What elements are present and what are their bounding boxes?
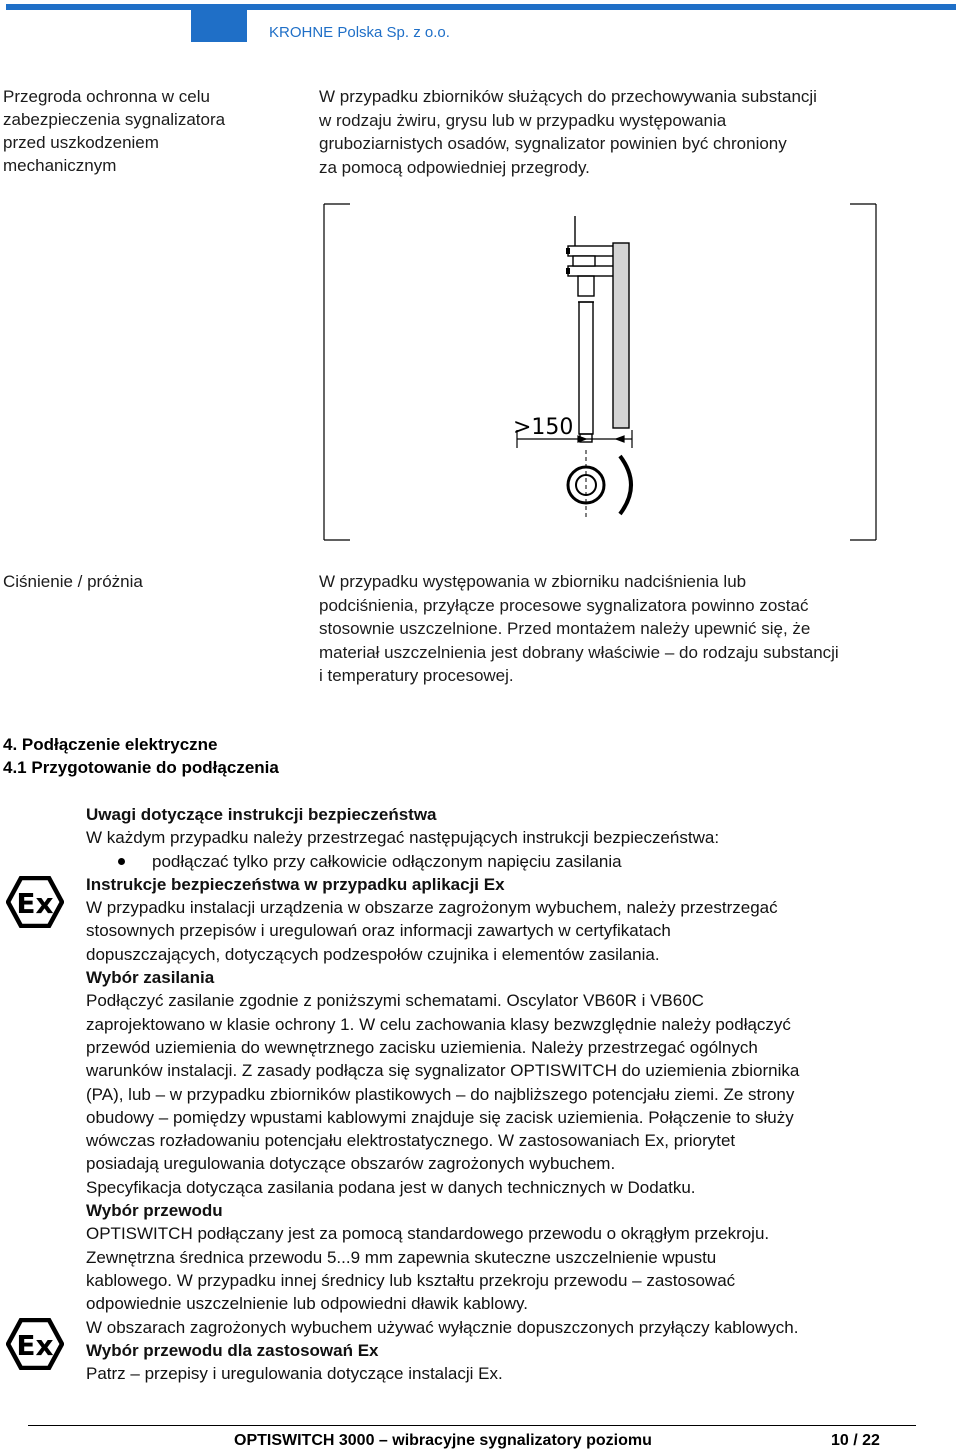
barrier-label: Przegroda ochronna w celu zabezpieczenia sygnalizatora przed uszkodzeniem mechanicznym: [3, 87, 226, 175]
svg-text:Ex: Ex: [16, 1329, 54, 1362]
ex-title: Instrukcje bezpieczeństwa w przypadku aplikacji Ex: [86, 874, 505, 894]
probe-section: [568, 456, 631, 514]
barrier-text: W przypadku zbiorników służących do przechowywania substancji w rodzaju żwiru, grysu lub w przypadku występowania gruboziarnistych osadów, sygnalizator powinien być chroniony za pomocą odpowiedniej przegrody.: [319, 87, 817, 177]
power-line: wówczas rozładowaniu potencjału elektrostatycznego. W zastosowaniach Ex, priorytet: [86, 1131, 736, 1151]
ex-hazard-icon: [6, 1318, 64, 1370]
header-company: KROHNE Polska Sp. z o.o.: [269, 24, 450, 41]
heading-electrical-connection: 4. Podłączenie elektryczne: [3, 735, 218, 754]
power-line: Podłączyć zasilanie zgodnie z poniższymi schematami. Oscylator VB60R i VB60C: [86, 991, 704, 1011]
barrier-plate: [613, 243, 629, 428]
safety-title: Uwagi dotyczące instrukcji bezpieczeństwa: [86, 805, 437, 824]
ex-line: stosownych przepisów i uregulowań oraz informacji zawartych w certyfikatach: [86, 921, 671, 941]
cable-line: odpowiednie uszczelnienie lub odpowiedni dławik kablowy.: [86, 1294, 528, 1314]
cable-title: Wybór przewodu: [86, 1201, 223, 1221]
power-line: warunków instalacji. Z zasady podłącza się sygnalizator OPTISWITCH do uziemienia zbiornika: [86, 1061, 800, 1081]
power-line: Specyfikacja dotycząca zasilania podana jest w danych technicznych w Dodatku.: [86, 1177, 696, 1197]
footer-title: OPTISWITCH 3000 – wibracyjne sygnalizatory poziomu: [234, 1432, 652, 1449]
svg-text:Ex: Ex: [16, 887, 54, 920]
power-line: zaprojektowano w klasie ochrony 1. W celu zachowania klasy bezwzględnie należy podłączyć: [86, 1014, 791, 1034]
cable-ex-title: Wybór przewodu dla zastosowań Ex: [86, 1340, 379, 1360]
ex-line: W przypadku instalacji urządzenia w obszarze zagrożonym wybuchem, należy przestrzegać: [86, 898, 778, 918]
power-line: posiadają uregulowania dotyczące obszarów zagrożonych wybuchem.: [86, 1154, 616, 1174]
safety-bullet: podłączać tylko przy całkowicie odłączonym napięciu zasilania: [86, 850, 946, 873]
power-line: przewód uziemienia do wewnętrznego zacisku uziemienia. Należy przestrzegać ogólnych: [86, 1037, 758, 1057]
cable-line: W obszarach zagrożonych wybuchem używać wyłącznie dopuszczonych przyłączy kablowych.: [86, 1317, 799, 1337]
ex-line: dopuszczających, dotyczących podzespołów czujnika i elementów zasilania.: [86, 944, 660, 964]
bolts: [566, 248, 570, 274]
dimension-label: >150: [513, 415, 574, 440]
safety-content: [86, 803, 946, 1385]
power-line: (PA), lub – w przypadku zbiorników plastikowych – do najbliższego potencjału ziemi. Ze strony: [86, 1084, 795, 1104]
ex-hazard-icon: [6, 876, 64, 928]
heading-preparation: 4.1 Przygotowanie do podłączenia: [3, 758, 279, 777]
barrier-figure: [320, 198, 880, 544]
cable-line: Zewnętrzna średnica przewodu 5...9 mm zapewnia skuteczne uszczelnienie wpustu: [86, 1247, 717, 1267]
footer-page-number: 10 / 22: [831, 1432, 880, 1449]
power-line: obudowy – pomiędzy wpustami kablowymi znajduje się zacisk uziemienia. Połączenie to służy: [86, 1107, 794, 1127]
pressure-label: Ciśnienie / próżnia: [3, 572, 143, 591]
header-bar-left: [6, 4, 191, 10]
header-bar-tab: [191, 4, 247, 42]
cable-line: OPTISWITCH podłączany jest za pomocą standardowego przewodu o okrągłym przekroju.: [86, 1224, 770, 1244]
power-title: Wybór zasilania: [86, 968, 215, 988]
cable-line: kablowego. W przypadku innej średnicy lub kształtu przekroju przewodu – zastosować: [86, 1270, 736, 1290]
bullet-dot: [118, 858, 125, 865]
pressure-text: W przypadku występowania w zbiorniku nadciśnienia lub podciśnienia, przyłącze procesowe sygnalizatora powinno zostać stosownie uszczelnione. Przed montażem należy upewnić się, że materiał uszczelnienia jest dobrany właściwie – do rodzaju substancji i temperatury procesowej.: [319, 572, 839, 685]
footer-rule: [28, 1425, 916, 1426]
probe-drawing: [568, 216, 618, 442]
cable-ex-line: Patrz – przepisy i uregulowania dotyczące instalacji Ex.: [86, 1364, 503, 1384]
header-bar-right: [247, 4, 956, 10]
safety-intro: W każdym przypadku należy przestrzegać następujących instrukcji bezpieczeństwa:: [86, 828, 720, 848]
